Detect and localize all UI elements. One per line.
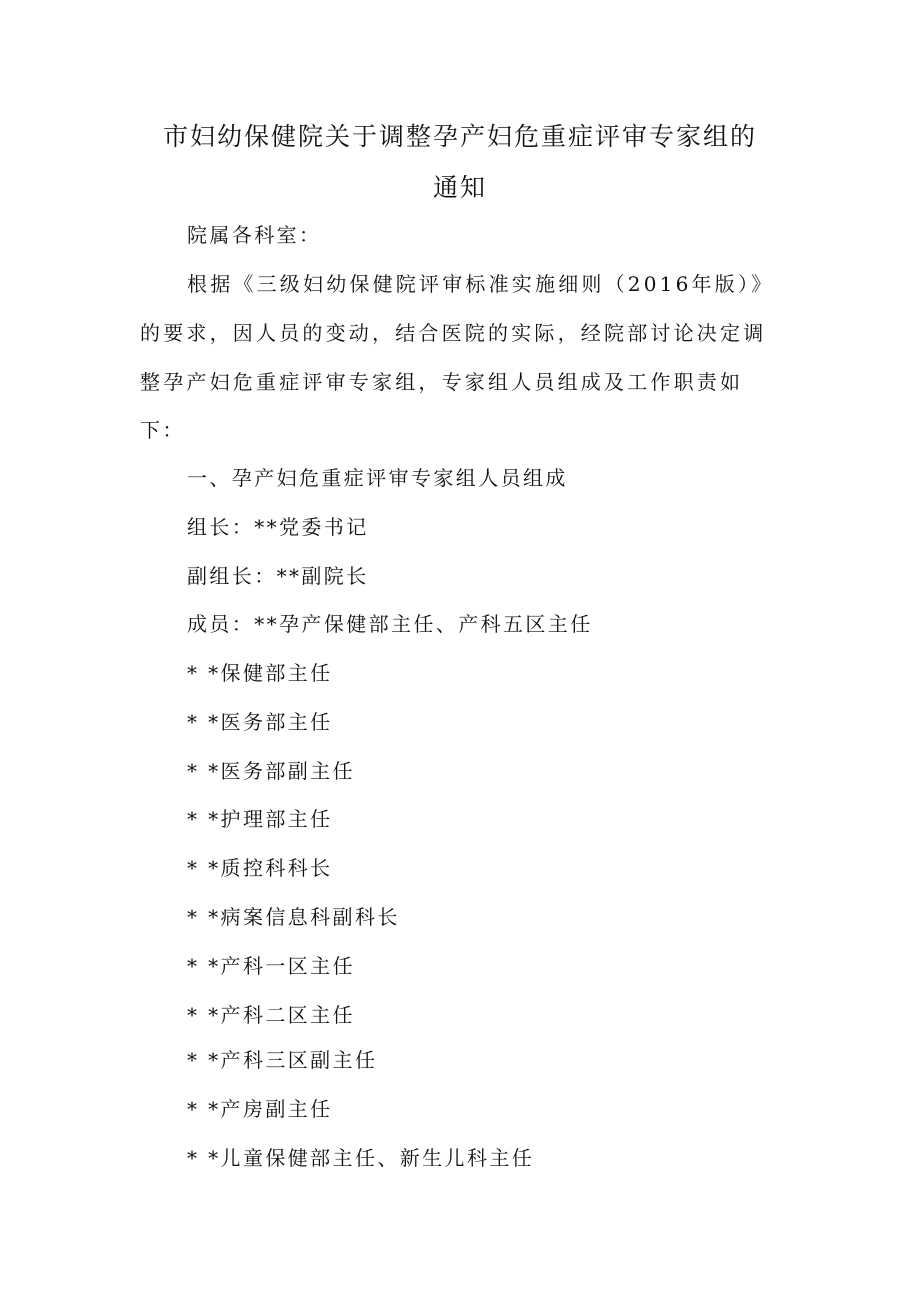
- member-item: * *病案信息科副科长: [187, 905, 400, 929]
- member-item: * *产房副主任: [187, 1097, 333, 1121]
- salutation: 院属各科室：: [187, 223, 322, 247]
- document-title-line-2: 通知: [432, 173, 487, 202]
- member-item: * *护理部主任: [187, 807, 333, 831]
- section-1-heading: 一、孕产妇危重症评审专家组人员组成: [187, 466, 568, 490]
- members-label: 成员：**孕产保健部主任、产科五区主任: [187, 612, 593, 636]
- member-item: * *产科三区副主任: [187, 1048, 378, 1072]
- intro-line-3: 整孕产妇危重症评审专家组，专家组人员组成及工作职责如: [140, 370, 744, 394]
- intro-line-1: 根据《三级妇幼保健院评审标准实施细则（2016年版）》: [187, 272, 775, 296]
- document-title-line-1: 市妇幼保健院关于调整孕产妇危重症评审专家组的: [162, 122, 757, 151]
- group-leader: 组长：**党委书记: [187, 515, 369, 539]
- member-item: * *产科二区主任: [187, 1003, 355, 1027]
- member-item: * *医务部主任: [187, 710, 333, 734]
- intro-line-4: 下：: [140, 418, 185, 442]
- member-item: * *儿童保健部主任、新生儿科主任: [187, 1146, 535, 1170]
- member-item: * *产科一区主任: [187, 954, 355, 978]
- deputy-group-leader: 副组长：**副院长: [187, 564, 369, 588]
- member-item: * *保健部主任: [187, 661, 333, 685]
- member-item: * *医务部副主任: [187, 759, 355, 783]
- intro-line-2: 的要求，因人员的变动，结合医院的实际，经院部讨论决定调: [140, 321, 767, 345]
- member-item: * *质控科科长: [187, 856, 333, 880]
